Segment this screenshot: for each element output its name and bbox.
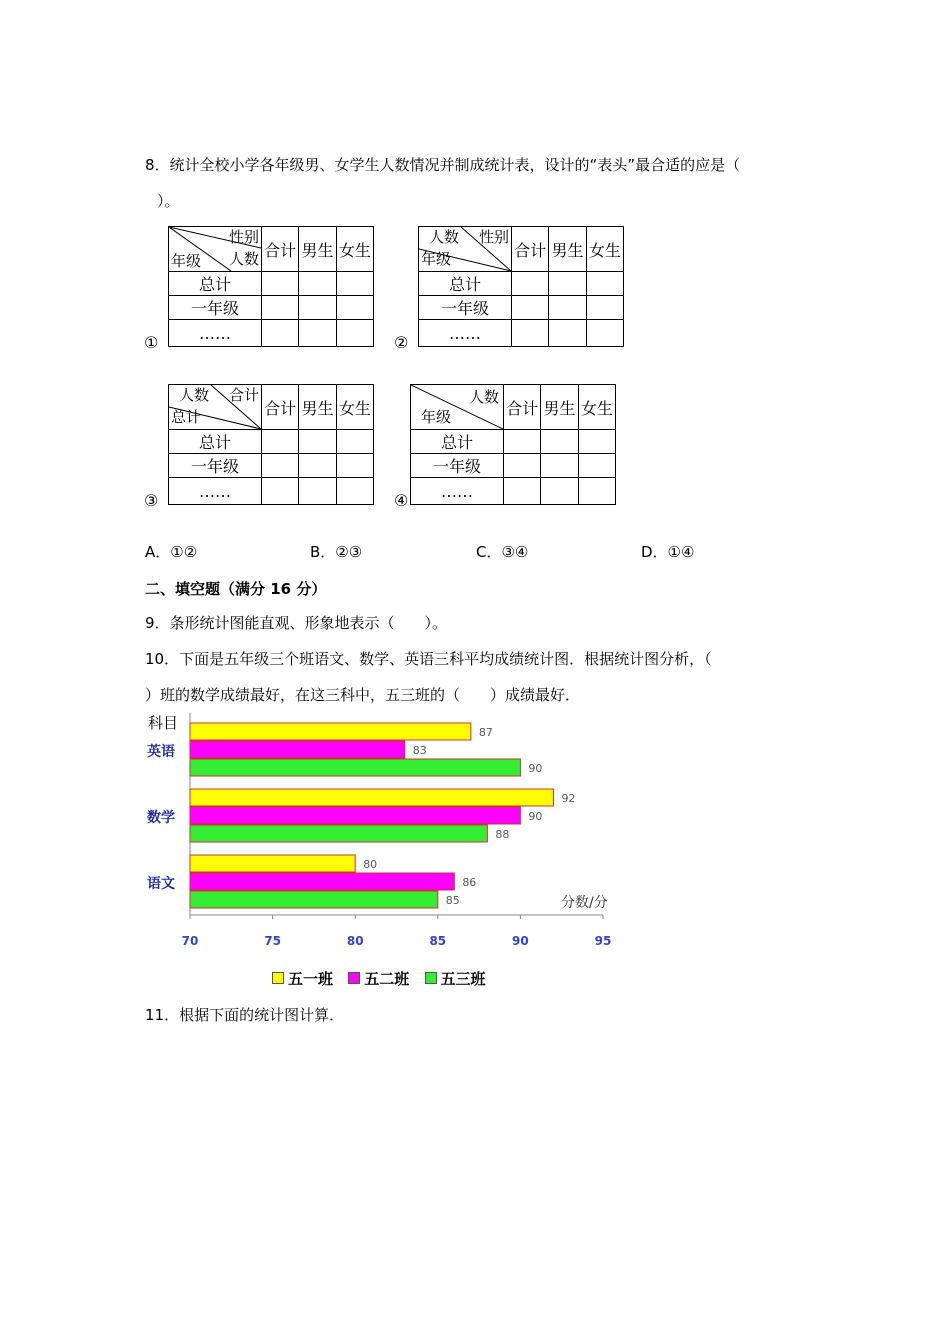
col-header: 女生 bbox=[586, 227, 623, 272]
header-label: 人数 bbox=[179, 386, 210, 404]
header-label: 人数 bbox=[429, 228, 460, 246]
bar-value-label: 80 bbox=[363, 858, 378, 871]
legend-swatch bbox=[272, 972, 284, 984]
col-header: 男生 bbox=[541, 385, 578, 430]
col-header: 男生 bbox=[299, 385, 336, 430]
col-header: 女生 bbox=[336, 385, 373, 430]
legend-item bbox=[348, 970, 409, 988]
section-title: 二、填空题（满分 16 分） bbox=[145, 580, 327, 598]
bar-value-label: 86 bbox=[462, 876, 477, 889]
x-tick-label: 85 bbox=[429, 934, 447, 948]
q10-line2: ）班的数学成绩最好，在这三科中，五三班的（ ）成绩最好． bbox=[145, 686, 581, 704]
row-header: 总计 bbox=[169, 430, 262, 454]
marker-2: ② bbox=[394, 333, 409, 352]
row-header: 总计 bbox=[169, 272, 262, 296]
option-c[interactable]: C．③④ bbox=[476, 543, 529, 561]
category-label: 英语 bbox=[147, 744, 175, 760]
q8-line1: 8．统计全校小学各年级男、女学生人数情况并制成统计表，设计的“表头”最合适的应是（ bbox=[145, 156, 741, 174]
bar-value-label: 83 bbox=[412, 744, 427, 757]
x-tick-label: 75 bbox=[264, 934, 281, 948]
bar-value-label: 87 bbox=[478, 726, 493, 739]
col-header: 合计 bbox=[262, 227, 299, 272]
row-header: 一年级 bbox=[169, 296, 262, 320]
header-label: 合计 bbox=[228, 386, 259, 404]
bar-value-label: 90 bbox=[528, 810, 543, 823]
x-tick-label: 70 bbox=[181, 934, 199, 948]
bar-value-label: 90 bbox=[528, 762, 543, 775]
bar bbox=[190, 873, 454, 890]
score-bar-chart bbox=[0, 705, 950, 965]
diagonal-header bbox=[169, 385, 262, 430]
header-label: 年级 bbox=[421, 408, 452, 426]
legend-swatch bbox=[348, 972, 360, 984]
bar-value-label: 92 bbox=[561, 792, 576, 805]
diagonal-header bbox=[411, 385, 504, 430]
header-label: 年级 bbox=[421, 250, 452, 268]
row-header: 一年级 bbox=[169, 454, 262, 478]
row-header: …… bbox=[419, 320, 512, 347]
row-header: 总计 bbox=[411, 430, 504, 454]
col-header: 男生 bbox=[299, 227, 336, 272]
bar bbox=[190, 855, 355, 872]
col-header: 女生 bbox=[336, 227, 373, 272]
category-label: 数学 bbox=[147, 810, 175, 826]
row-header: …… bbox=[169, 478, 262, 505]
q10-line1: 10．下面是五年级三个班语文、数学、英语三科平均成绩统计图．根据统计图分析，（ bbox=[145, 650, 712, 668]
header-table-2 bbox=[418, 226, 624, 347]
bar bbox=[190, 807, 520, 824]
legend-label: 五一班 bbox=[288, 970, 334, 988]
q11-text: 11．根据下面的统计图计算． bbox=[145, 1006, 345, 1024]
y-axis-title: 科目 bbox=[148, 714, 179, 732]
chart-legend bbox=[272, 968, 486, 989]
bar bbox=[190, 825, 487, 842]
header-label: 总计 bbox=[171, 408, 202, 426]
bar bbox=[190, 891, 438, 908]
header-table-3 bbox=[168, 384, 374, 505]
header-label: 年级 bbox=[171, 252, 202, 270]
col-header: 女生 bbox=[578, 385, 615, 430]
bar-value-label: 88 bbox=[495, 828, 510, 841]
legend-item bbox=[272, 970, 333, 988]
row-header: 总计 bbox=[419, 272, 512, 296]
row-header: 一年级 bbox=[411, 454, 504, 478]
header-label: 性别 bbox=[478, 228, 509, 246]
marker-3: ③ bbox=[144, 491, 159, 510]
option-a[interactable]: A．①② bbox=[145, 543, 198, 561]
legend-label: 五三班 bbox=[440, 970, 486, 988]
col-header: 合计 bbox=[504, 385, 541, 430]
row-header: …… bbox=[169, 320, 262, 347]
bar bbox=[190, 741, 405, 758]
header-table-4 bbox=[410, 384, 616, 505]
bar bbox=[190, 759, 520, 776]
x-tick-label: 90 bbox=[512, 934, 529, 948]
q9-text: 9．条形统计图能直观、形象地表示（ ）。 bbox=[145, 614, 448, 632]
row-header: 一年级 bbox=[419, 296, 512, 320]
header-table-1 bbox=[168, 226, 374, 347]
row-header: …… bbox=[411, 478, 504, 505]
legend-label: 五二班 bbox=[364, 970, 410, 988]
header-label: 性别 bbox=[228, 228, 259, 246]
legend-item bbox=[425, 970, 486, 988]
bar-value-label: 85 bbox=[445, 894, 460, 907]
category-label: 语文 bbox=[147, 876, 175, 892]
bar bbox=[190, 723, 471, 740]
header-label: 人数 bbox=[468, 388, 499, 406]
x-axis-title: 分数/分 bbox=[561, 895, 608, 911]
diagonal-header bbox=[169, 227, 262, 272]
col-header: 男生 bbox=[549, 227, 586, 272]
marker-1: ① bbox=[144, 333, 159, 352]
x-tick-label: 95 bbox=[594, 934, 612, 948]
col-header: 合计 bbox=[262, 385, 299, 430]
x-tick-label: 80 bbox=[346, 934, 364, 948]
legend-swatch bbox=[425, 972, 437, 984]
marker-4: ④ bbox=[394, 491, 409, 510]
q8-line2: ）。 bbox=[157, 192, 180, 210]
option-d[interactable]: D．①④ bbox=[641, 543, 695, 561]
bar bbox=[190, 789, 553, 806]
option-b[interactable]: B．②③ bbox=[310, 543, 363, 561]
header-label: 人数 bbox=[228, 250, 259, 268]
col-header: 合计 bbox=[512, 227, 549, 272]
diagonal-header bbox=[419, 227, 512, 272]
